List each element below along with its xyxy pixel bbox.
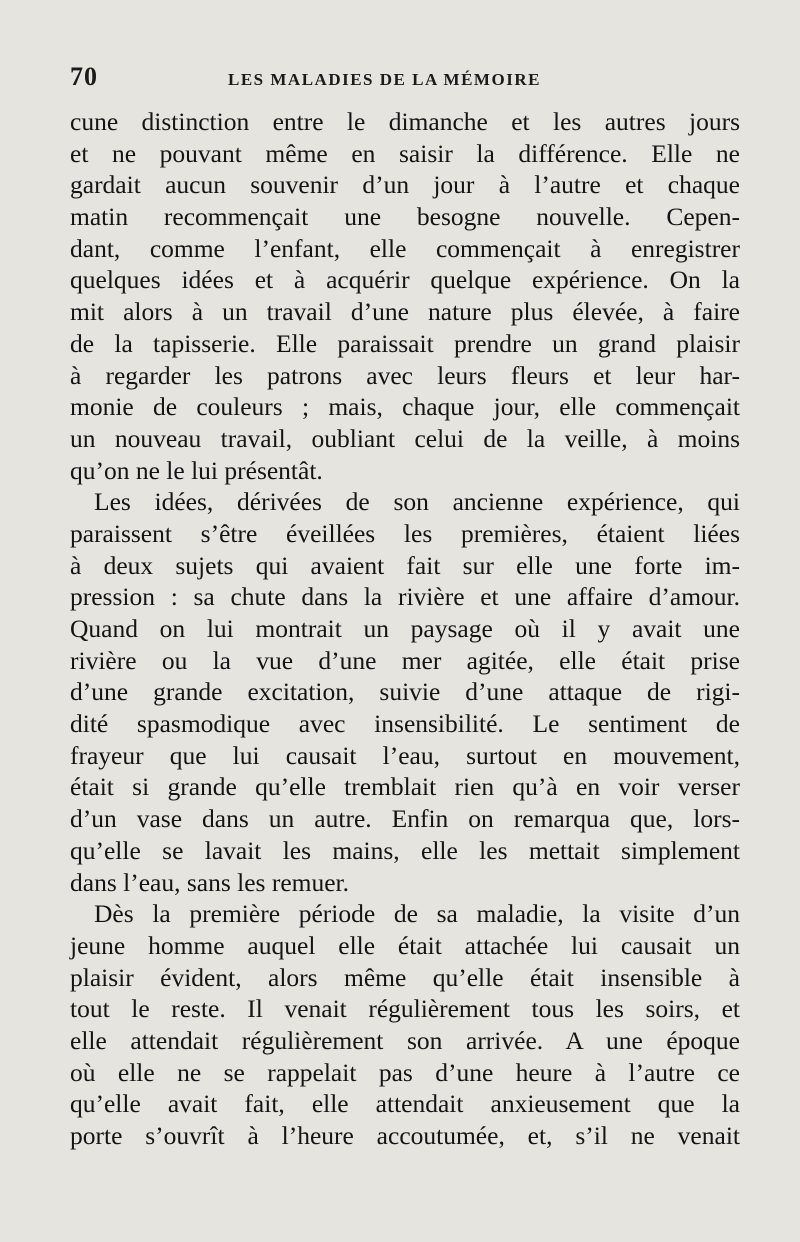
- page-header: [70, 60, 740, 96]
- text-line: porte s’ouvrît à l’heure accoutumée, et, s’il ne venait: [70, 1121, 740, 1150]
- text-line: d’une grande excitation, suivie d’une attaque de rigi-: [70, 677, 740, 707]
- text-line: cune distinction entre le dimanche et les autres jours: [70, 107, 740, 136]
- running-title: LES MALADIES DE LA MÉMOIRE: [228, 70, 541, 89]
- text-line: et ne pouvant même en saisir la différence. Elle ne: [70, 138, 740, 168]
- text-line: monie de couleurs ; mais, chaque jour, elle commençait: [70, 392, 740, 422]
- text-line: Les idées, dérivées de son ancienne expérience, qui: [94, 487, 740, 517]
- text-line: dité spasmodique avec insensibilité. Le sentiment de: [70, 709, 740, 739]
- text-line: à regarder les patrons avec leurs fleurs et leur har-: [70, 360, 740, 390]
- text-line: plaisir évident, alors même qu’elle était insensible à: [70, 962, 740, 992]
- text-line: qu’elle avait fait, elle attendait anxieusement que la: [70, 1089, 740, 1119]
- text-line: dant, comme l’enfant, elle commençait à enregistrer: [70, 233, 740, 263]
- text-line: qu’on ne le lui présentât.: [70, 455, 323, 485]
- text-line: matin recommençait une besogne nouvelle. Cepen-: [70, 202, 740, 232]
- text-line: d’un vase dans un autre. Enfin on remarqua que, lors-: [70, 804, 740, 834]
- text-line: tout le reste. Il venait régulièrement tous les soirs, et: [70, 994, 740, 1024]
- text-line: où elle ne se rappelait pas d’une heure à l’autre ce: [70, 1057, 740, 1087]
- text-line: pression : sa chute dans la rivière et une affaire d’amour.: [70, 582, 740, 612]
- text-line: jeune homme auquel elle était attachée lui causait un: [70, 930, 740, 960]
- text-line: gardait aucun souvenir d’un jour à l’autre et chaque: [70, 170, 740, 200]
- text-line: un nouveau travail, oubliant celui de la veille, à moins: [70, 423, 740, 453]
- text-line: quelques idées et à acquérir quelque expérience. On la: [70, 265, 740, 295]
- text-line: à deux sujets qui avaient fait sur elle une forte im-: [70, 550, 740, 580]
- body-text: [70, 106, 740, 1152]
- text-line: Dès la première période de sa maladie, la visite d’un: [94, 899, 740, 929]
- text-line: mit alors à un travail d’une nature plus élevée, à faire: [70, 297, 740, 327]
- text-line: elle attendait régulièrement son arrivée. A une époque: [70, 1025, 740, 1055]
- text-line: rivière ou la vue d’une mer agitée, elle était prise: [70, 645, 740, 675]
- page-number: 70: [70, 62, 98, 91]
- text-line: qu’elle se lavait les mains, elle les mettait simplement: [70, 835, 740, 865]
- text-line: de la tapisserie. Elle paraissait prendre un grand plaisir: [70, 328, 740, 358]
- text-line: frayeur que lui causait l’eau, surtout en mouvement,: [70, 740, 740, 770]
- text-line: était si grande qu’elle tremblait rien qu’à en voir verser: [70, 772, 740, 802]
- text-line: Quand on lui montrait un paysage où il y avait une: [70, 614, 740, 643]
- text-line: dans l’eau, sans les remuer.: [70, 867, 349, 897]
- text-line: paraissent s’être éveillées les premières, étaient liées: [70, 518, 740, 548]
